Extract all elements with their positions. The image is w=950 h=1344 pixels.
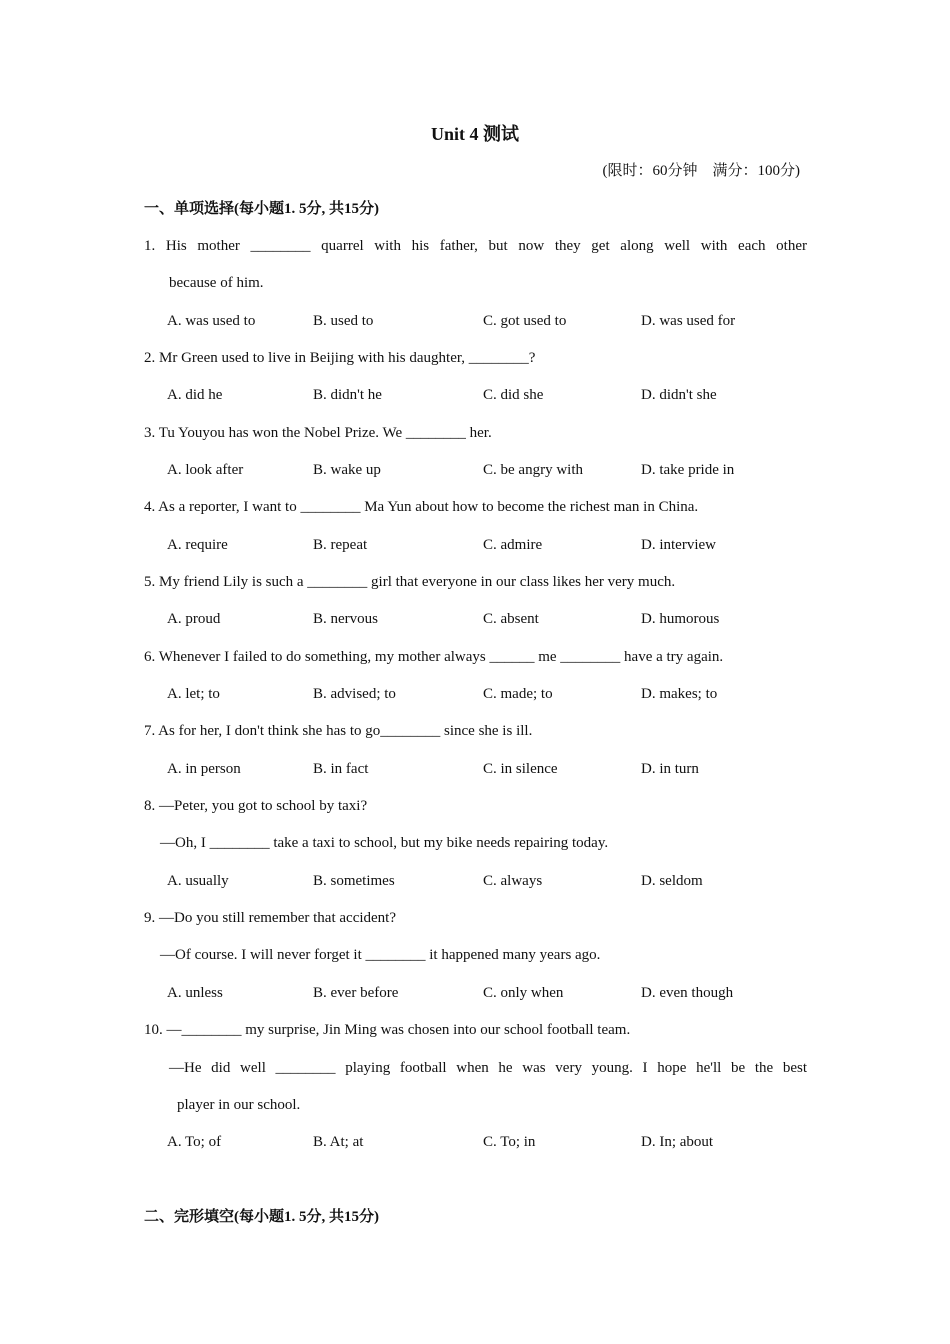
option-c: C. To; in (483, 1134, 536, 1150)
option-b: B. sometimes (313, 873, 395, 889)
option-d: D. in turn (641, 761, 699, 777)
option-a: A. require (167, 537, 228, 553)
option-c: C. be angry with (483, 462, 583, 478)
option-b: B. repeat (313, 537, 368, 553)
option-a: A. To; of (167, 1134, 222, 1150)
option-b: B. wake up (313, 462, 381, 478)
question-text: 2. Mr Green used to live in Beijing with his daughter, ________? (144, 350, 536, 366)
option-a: A. look after (167, 462, 244, 478)
option-a: A. usually (167, 873, 229, 889)
question-text: 5. My friend Lily is such a ________ girl that everyone in our class likes her very much. (144, 574, 676, 590)
option-a: A. unless (167, 985, 223, 1001)
section-heading: 二、完形填空(每小题1. 5分, 共15分) (144, 1209, 379, 1225)
option-b: B. advised; to (313, 686, 396, 702)
option-c: C. got used to (483, 313, 567, 329)
dialogue-response: —Of course. I will never forget it ________ it happened many years ago. (160, 947, 601, 963)
option-a: A. was used to (167, 313, 256, 329)
option-d: D. didn't she (641, 387, 717, 403)
question-text: 4. As a reporter, I want to ________ Ma Yun about how to become the richest man in China. (144, 499, 699, 515)
option-b: B. ever before (313, 985, 399, 1001)
option-b: B. in fact (313, 761, 369, 777)
option-c: C. did she (483, 387, 544, 403)
option-d: D. makes; to (641, 686, 718, 702)
dialogue-response-continued: player in our school. (177, 1097, 301, 1113)
option-a: A. let; to (167, 686, 220, 702)
option-d: D. interview (641, 537, 716, 553)
option-d: D. take pride in (641, 462, 735, 478)
question-text: 10. —________ my surprise, Jin Ming was chosen into our school football team. (144, 1022, 631, 1038)
option-d: D. even though (641, 985, 734, 1001)
option-a: A. did he (167, 387, 223, 403)
option-c: C. absent (483, 611, 539, 627)
option-b: B. used to (313, 313, 374, 329)
option-d: D. In; about (641, 1134, 714, 1150)
dialogue-response: —Oh, I ________ take a taxi to school, but my bike needs repairing today. (160, 835, 609, 851)
option-b: B. At; at (313, 1134, 364, 1150)
option-c: C. only when (483, 985, 564, 1001)
option-b: B. nervous (313, 611, 378, 627)
option-d: D. seldom (641, 873, 703, 889)
dialogue-response: —He did well ________ playing football when he was very young. I hope he'll be the best (169, 1060, 807, 1076)
page-title: Unit 4 测试 (430, 124, 519, 144)
time-score-limit: (限时：60分钟 满分：100分) (602, 163, 800, 179)
option-d: D. was used for (641, 313, 736, 329)
question-text: 6. Whenever I failed to do something, my mother always ______ me ________ have a try again. (144, 649, 724, 665)
option-a: A. in person (167, 761, 241, 777)
option-b: B. didn't he (313, 387, 382, 403)
option-c: C. made; to (483, 686, 553, 702)
option-c: C. admire (483, 537, 543, 553)
question-text: 7. As for her, I don't think she has to go________ since she is ill. (144, 723, 533, 739)
question-text: 1. His mother ________ quarrel with his father, but now they get along well with each other (144, 238, 807, 254)
question-text: 8. —Peter, you got to school by taxi? (144, 798, 368, 814)
question-text-continued: because of him. (169, 275, 264, 291)
option-c: C. in silence (483, 761, 558, 777)
question-text: 3. Tu Youyou has won the Nobel Prize. We ________ her. (144, 425, 492, 441)
option-c: C. always (483, 873, 543, 889)
option-d: D. humorous (641, 611, 720, 627)
question-text: 9. —Do you still remember that accident? (144, 910, 397, 926)
section-heading: 一、单项选择(每小题1. 5分, 共15分) (144, 201, 379, 217)
option-a: A. proud (167, 611, 221, 627)
